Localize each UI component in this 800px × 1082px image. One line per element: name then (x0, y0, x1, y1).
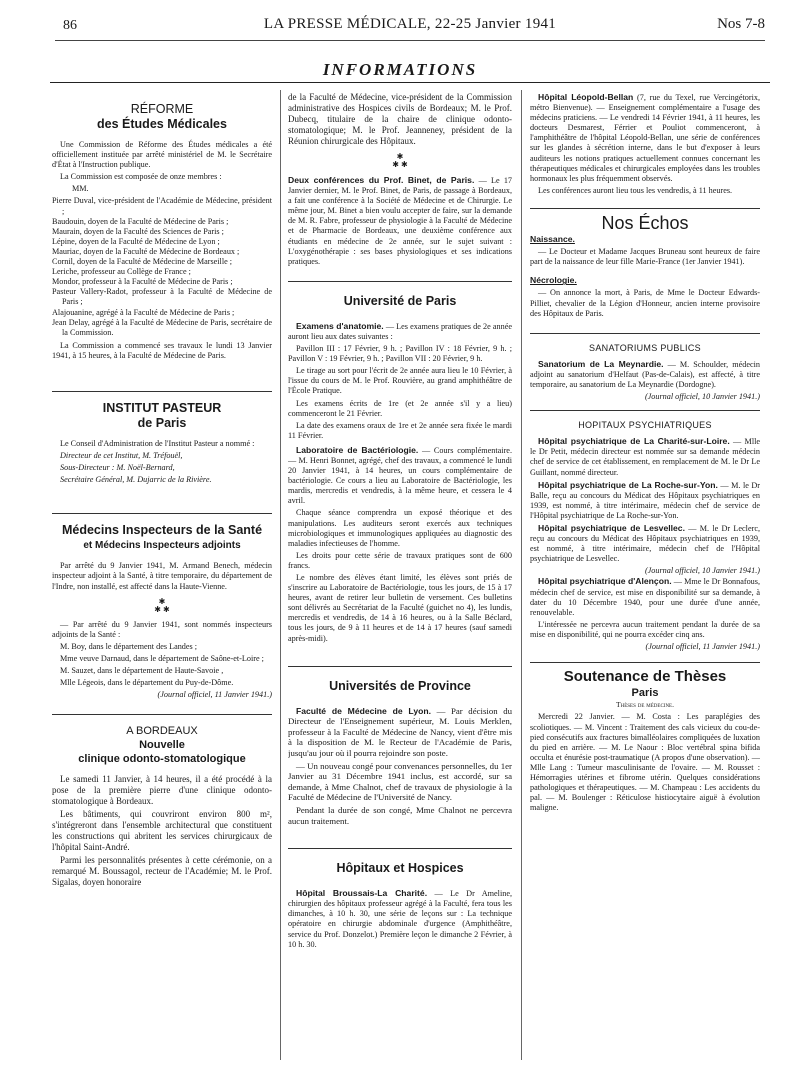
pasteur-title-1: INSTITUT PASTEUR (102, 400, 222, 415)
psy-roche (530, 480, 760, 521)
bordeaux-p1: Le samedi 11 Janvier, à 14 heures, il a été procédé à la pose de la première pierre d'une clinique odonto-stomatologique à Bordeaux. (52, 774, 272, 807)
theses-text: Mercredi 22 Janvier. — M. Costa : Les paraplégies des scoliotiques. — M. Vincent : Traitement des cals vicieux du cou-de-pied consécutifs aux fractures bimalléolaires compliquées de luxation du pied en arrière. — M. Le Naour : Bloc vertébral spina bifida occulta et énurésie post-traumatique (A propos d'une observation). — Mlle Lang : Tumeur masculinisante de l'ovaire. — M. Rousset : Hémorragies utérines et fibrome utérin. Quelques considérations pathologiques et thérapeutiques. — M. Champeau : Les accidents du pal. — M. Boulenger : Réticulose histiocytaire aiguë à évolution maligne. (530, 712, 760, 813)
binet-text: — Le 17 Janvier dernier, M. le Prof. Binet, de Paris, de passage à Bordeaux, a fait une conférence à la Société de Médecine et de Chirurgie. Le même jour, M. Binet a bien voulu accepter de faire, sur la demande de M. R. Fabre, professeur de physiologie à la Faculté de Médecine et de Pharmacie de Bordeaux, une deuxième conférence aux étudiants en médecine de 2e année, sur le sujet suivant : L'oxygénothérapie : ses bases physiologiques et ses indications pratiques. (288, 176, 512, 266)
anatomie-p4: La date des examens oraux de 1re et 2e année sera fixée le mardi 11 Février. (288, 420, 512, 440)
bordeaux-p2: Les bâtiments, qui couvriront environ 800 m², s'intégreront dans l'ensemble architectural que constituent les constructions qui abritent les services chirurgicaux de l'hôpital Saint-André. (52, 809, 272, 853)
broussais-title: Hôpital Broussais-La Charité. (296, 888, 428, 899)
sanatorium-title: Sanatorium de La Meynardie. (538, 358, 664, 369)
page-header (55, 10, 765, 40)
pasteur-p1: Le Conseil d'Administration de l'Institut Pasteur a nommé : (60, 438, 255, 448)
psy-charite-title: Hôpital psychiatrique de La Charité-sur-Loire. (538, 436, 730, 447)
list-item: Alajouanine, agrégé à la Faculté de Médecine de Paris ; (52, 307, 235, 317)
psy-alencon-p2: L'intéressée ne percevra aucun traitement pendant la durée de sa mise en disponibilité, qui ne pourra excéder cinq ans. (530, 619, 760, 639)
anatomie-p3: Les examens écrits de 1re (et 2e année s'il y a lieu) commenceront le 21 Février. (288, 398, 512, 418)
divider (52, 391, 272, 392)
section-title: INFORMATIONS (322, 60, 478, 79)
bacterio-title: Laboratoire de Bactériologie. (296, 444, 419, 455)
inspecteurs-title-1: Médecins Inspecteurs de la Santé (61, 523, 263, 538)
necrologie-text: — On annonce la mort, à Paris, de Mme le Docteur Edwards-Pilliet, chevalier de la Légion d'Honneur, ancien interne provisoire des Hôpitaux de Paris. (530, 288, 760, 318)
bordeaux-title-1: A BORDEAUX (126, 725, 198, 738)
theses-subheading: Paris (631, 687, 659, 700)
bacterio-p3: Les droits pour cette série de travaux pratiques sont de 600 francs. (288, 550, 512, 570)
reforme-p3: La Commission a commencé ses travaux le lundi 13 Janvier 1941, à 15 heures, à la Faculté de Médecine de Paris. (52, 340, 272, 360)
psy-charite (530, 436, 760, 477)
lyon-p2: — Un nouveau congé pour convenances personnelles, du 1er Janvier au 31 Décembre 1941 inclus, est accordé, sur sa demande, à Mme Chalnot, chef de travaux de physiologie à la Faculté de Médecine de l'Université de Nancy. (288, 760, 512, 803)
pasteur-line: Secrétaire Général, M. Dujarric de la Rivière. (60, 475, 212, 485)
lyon-p3: Pendant la durée de son congé, Mme Chalnot ne percevra aucun traitement. (288, 805, 512, 826)
divider (288, 848, 512, 849)
bellan-text: (7, rue du Texel, rue Vercingétorix, métro Bienvenue). — Enseignement complémentaire a l'usage des médecins praticiens. — Le vendredi 14 Février 1941, à 11 heures, les docteurs Desmarest, Férrier et Pouliot commenceront, à l'amphithéâtre de l'hôpital Léopold-Bellan, une série de conférences sur les glandes à sécrétion interne, dans le but d'exposer à leurs auditeurs les notions pratiques actuellement connues concernant les thérapeutiques médicales et chirurgicales employées dans les troubles hormonaux les plus fréquemment observés. (530, 93, 760, 183)
naissance-label: Naissance. (530, 234, 575, 245)
theses-caption: Thèses de médecine. (616, 700, 674, 710)
list-item: Pasteur Vallery-Radot, professeur à la Faculté de Médecine de Paris ; (52, 287, 272, 307)
page-number: 86 (63, 18, 77, 33)
bordeaux-title-2: Nouvelle (139, 739, 185, 752)
inspecteurs-line: M. Boy, dans le département des Landes ; (60, 641, 198, 651)
psy-lesvellec-title: Hôpital psychiatrique de Lesvellec. (538, 523, 685, 533)
source-note: (Journal officiel, 10 Janvier 1941.) (644, 566, 760, 576)
bacterio-text: — Cours complémentaire. — M. Henri Bonnet, agrégé, chef des travaux, a commencé le lundi 20 Janvier 1941, à 14 heures, un cours complémentaire de bactériologie. Ce cours a lieu au Laboratoire de Bactériologie, les mardis, mercredis et vendredis, à la même heure, et cessera le 4 avril. (288, 445, 512, 506)
lyon-text: — Par décision du Directeur de l'Enseignement supérieur, M. Louis Merklen, professeur à la Faculté de Médecine de Nancy, vient d'être mis à la disposition de M. le Recteur de l'Académie de Paris, jusqu'au jour où il pourra rejoindre son poste. (288, 705, 512, 759)
bacterio-p4: Le nombre des élèves étant limité, les élèves sont priés de s'inscrire au Laboratoire de Bactériologie, tous les jours, de 15 à 17 heures, avant de retirer leur bulletin de versement. Ces bulletins sont délivrés au Secrétariat de la Faculté (guichet no 4), les lundis, mercredis et vendredis, de 14 à 16 heures, ou à la Salle Béclard, tous les jours, de 9 à 11 heures et de 14 à 17 heures (sauf samedi après-midi). (288, 573, 512, 643)
bordeaux-heading (52, 724, 272, 766)
reforme-members (52, 196, 272, 337)
binet-article (288, 175, 512, 267)
univ-province-heading: Universités de Province (329, 678, 471, 693)
reforme-heading (52, 102, 272, 132)
broussais-text: — Le Dr Ameline, chirurgien des hôpitaux professeur agrégé à la Faculté, fera tous les dimanches, à 10 h. 30, une série de leçons sur : La technique opératoire en chirurgie abdominale d'urgence (Amphithéâtre, service du Prof. Donzelot.) Première leçon le dimanche 2 Février, à 10 h. 30. (288, 889, 512, 949)
bordeaux-p3: Parmi les personnalités présentes à cette cérémonie, on a remarqué M. Boussagol, recteur de l'Académie; M. le Prof. Sigalas, doyen honoraire (52, 855, 272, 888)
anatomie-text: — Les examens pratiques de 2e année auront lieu aux dates suivantes : (288, 321, 512, 341)
divider (530, 662, 760, 663)
psy-lesvellec-text: — M. le Dr Leclerc, reçu au concours du Médicat des Hôpitaux psychiatriques en 1939, est nommé, à titre intérimaire, médecin chef de l'Hôpital psychiatrique de Lesvellec. (530, 524, 760, 564)
psy-charite-text: — Mlle le Dr Petit, médecin directeur est nommée sur sa demande médecin chef de service de cet établissement, en remplacement de M. le Dr Le Guillant, nommé directeur. (530, 437, 760, 477)
bacterio-p2: Chaque séance comprendra un exposé théorique et des manipulations. Les auditeurs seront exercés aux techniques microbiologiques et immunologiques appliquées au diagnostic des maladies infectieuses de l'homme. (288, 508, 512, 548)
divider (288, 281, 512, 282)
pasteur-title-2: de Paris (137, 415, 187, 430)
inspecteurs-p2: — Par arrêté du 9 Janvier 1941, sont nommés inspecteurs adjoints de la Santé : (52, 619, 272, 639)
divider (530, 410, 760, 411)
reforme-p2: La Commission est composée de onze membres : (60, 172, 222, 182)
inspecteurs-p1: Par arrêté du 9 Janvier 1941, M. Armand Benech, médecin inspecteur adjoint à la Santé, à titre temporaire, du département de l'Indre, non installé, est affecté dans la Haute-Vienne. (52, 561, 272, 591)
sanatorium-article (530, 359, 760, 390)
list-item: Jean Delay, agrégé à la Faculté de Médecine de Paris, secrétaire de la Commission. (52, 317, 272, 337)
column-3 (530, 92, 760, 815)
inspecteurs-heading (52, 523, 272, 553)
journal-title: LA PRESSE MÉDICALE, 22-25 Janvier 1941 (263, 16, 557, 32)
list-item: Leriche, professeur au Collège de France ; (52, 267, 191, 277)
source-note: (Journal officiel, 11 Janvier 1941.) (645, 642, 760, 652)
reforme-title-1: RÉFORME (130, 102, 194, 116)
reforme-p1: Une Commission de Réforme des Études médicales a été officiellement instituée par arrêté ministériel de M. le Secrétaire d'État à l'Instruction publique. (52, 140, 272, 170)
naissance-text: — Le Docteur et Madame Jacques Bruneau sont heureux de faire part de la naissance de leur fille Marie-France (1er Janvier 1941). (530, 247, 760, 267)
psy-lesvellec (530, 523, 760, 564)
psy-alencon-title: Hôpital psychiatrique d'Alençon. (538, 576, 672, 587)
binet-title: Deux conférences du Prof. Binet, de Paris. (288, 175, 475, 185)
separator-stars: ✱ ✱ ✱ (154, 596, 170, 614)
separator-stars: ✱ ✱ ✱ (392, 152, 408, 169)
column-1 (52, 92, 272, 890)
list-item: Baudouin, doyen de la Faculté de Médecine de Paris ; (52, 216, 229, 226)
broussais-article (288, 888, 512, 950)
psy-roche-title: Hôpital psychiatrique de La Roche-sur-Yon. (538, 479, 718, 490)
sanatoriums-heading: SANATORIUMS PUBLICS (589, 342, 701, 353)
theses-heading: Soutenance de Thèses (563, 668, 727, 686)
source-note: (Journal officiel, 11 Janvier 1941.) (157, 690, 272, 700)
anatomie-p2: Le tirage au sort pour l'écrit de 2e année aura lieu le 10 Février, à l'issue du cours de M. le Prof. Rouvière, au grand amphithéâtre de l'École Pratique. (288, 366, 512, 396)
psy-roche-text: — M. le Dr Balle, reçu au concours du Médicat des Hôpitaux psychiatriques en 1939, est nommé, à titre intérimaire, médecin chef de service de l'Hôpital psychiatrique de La Roche-sur-Yon. (530, 480, 760, 520)
divider (288, 666, 512, 667)
bordeaux-title-3: clinique odonto-stomatologique (78, 753, 246, 766)
section-rule (50, 82, 770, 83)
inspecteurs-line: M. Sauzet, dans le département de Haute-Savoie , (60, 666, 224, 675)
column-2 (288, 92, 512, 952)
psy-alencon (530, 576, 760, 617)
issue-number: Nos 7-8 (717, 16, 765, 32)
list-item: Cornil, doyen de la Faculté de Médecine de Marseille ; (52, 257, 233, 267)
list-item: Pierre Duval, vice-président de l'Académie de Médecine, président ; (52, 196, 272, 216)
reforme-title-2: des Études Médicales (97, 117, 227, 131)
anatomie-title: Examens d'anatomie. (296, 320, 384, 331)
divider (52, 513, 272, 514)
column-divider (521, 90, 522, 1060)
source-note: (Journal officiel, 10 Janvier 1941.) (644, 392, 760, 402)
bellan-article (530, 92, 760, 184)
divider (52, 714, 272, 715)
header-rule (55, 40, 765, 41)
anatomie-schedule: Pavillon III : 17 Février, 9 h. ; Pavillon IV : 18 Février, 9 h. ; Pavillon V : 19 Février, 9 h. ; Pavillon VII : 20 Février, 9 h. (288, 344, 512, 364)
bacterio-article (288, 445, 512, 507)
echos-heading: Nos Échos (601, 212, 689, 233)
pasteur-heading (52, 401, 272, 431)
divider (530, 333, 760, 334)
lyon-article (288, 706, 512, 759)
psy-heading: HOPITAUX PSYCHIATRIQUES (578, 420, 712, 431)
column-divider (280, 90, 281, 1060)
anatomie-article (288, 321, 512, 342)
inspecteurs-line: Mme veuve Darnaud, dans le département de Saône-et-Loire ; (60, 653, 264, 663)
inspecteurs-title-2: et Médecins Inspecteurs adjoints (83, 540, 241, 552)
list-item: Maurain, doyen de la Faculté des Sciences de Paris ; (52, 226, 224, 236)
lyon-title: Faculté de Médecine de Lyon. (296, 705, 432, 716)
reforme-mm: MM. (72, 184, 89, 194)
bellan-p2: Les conférences auront lieu tous les vendredis, à 11 heures. (538, 185, 733, 195)
necrologie-label: Nécrologie. (530, 275, 577, 286)
sanatorium-text: — M. Schoulder, médecin adjoint au sanatorium d'Helfaut (Pas-de-Calais), est affecté, à titre temporaire, au sanatorium de La Meynardie (Dordogne). (530, 359, 760, 389)
univ-paris-heading: Université de Paris (343, 293, 457, 308)
list-item: Mondor, professeur à la Faculté de Médecine de Paris ; (52, 277, 233, 287)
bordeaux-continued: de la Faculté de Médecine, vice-président de la Commission administrative des Hospices civils de Bordeaux; M. le Prof. Dubecq, titulaire de la chaire de clinique odonto-stomatologique; M. le Prof. Jeanneney, président de la Réunion chirurgicale des Hôpitaux. (288, 92, 512, 146)
psy-alencon-text: — Mme le Dr Bonnafous, médecin chef de service, est mise en disponibilité sur sa demande, à dater du 10 Décembre 1940, pour une durée d'une année, renouvelable. (530, 577, 760, 617)
divider (530, 208, 760, 209)
hopitaux-heading: Hôpitaux et Hospices (336, 861, 464, 876)
inspecteurs-line: Mlle Légeois, dans le département du Puy-de-Dôme. (60, 678, 234, 688)
pasteur-line: Directeur de cet Institut, M. Tréfouël, (60, 451, 183, 461)
bellan-title: Hôpital Léopold-Bellan (538, 92, 634, 102)
pasteur-line: Sous-Directeur : M. Noël-Bernard, (60, 463, 175, 473)
list-item: Lépine, doyen de la Faculté de Médecine de Lyon ; (52, 236, 220, 246)
list-item: Mauriac, doyen de la Faculté de Médecine de Bordeaux ; (52, 246, 240, 256)
